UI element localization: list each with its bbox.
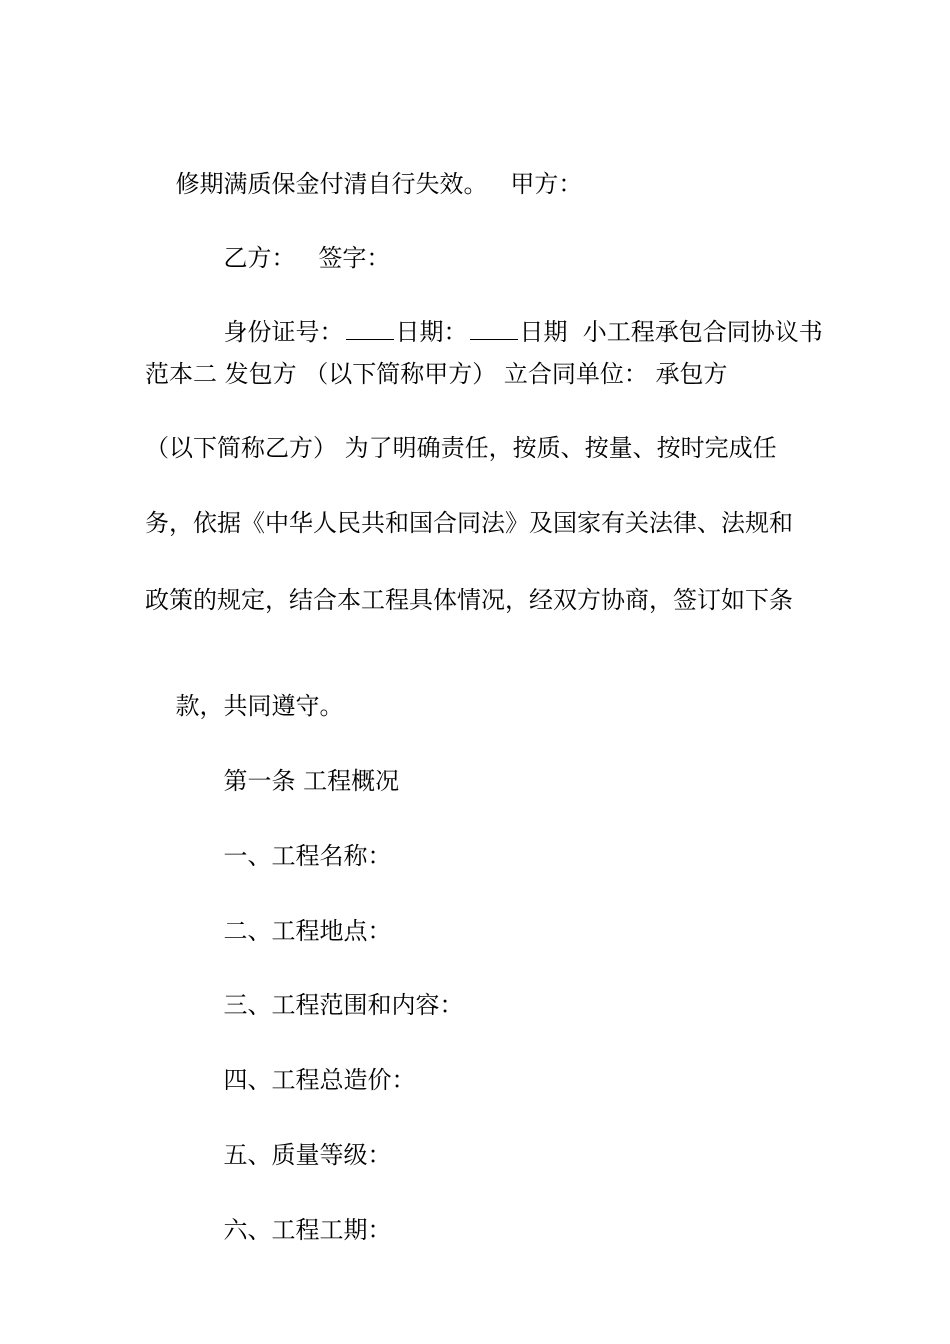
paragraph-line bbox=[145, 432, 805, 464]
line-text: （以下简称乙方） 为了明确责任，按质、按量、按时完成任 bbox=[145, 434, 777, 462]
line-text: 范本二 发包方 （以下简称甲方） 立合同单位： 承包方 bbox=[145, 360, 728, 388]
line-text: 三、工程范围和内容： bbox=[223, 991, 464, 1019]
line-text: 务，依据《中华人民共和国合同法》及国家有关法律、法规和 bbox=[145, 509, 793, 537]
paragraph-line bbox=[145, 507, 805, 539]
line-text: 四、工程总造价： bbox=[223, 1066, 416, 1094]
list-item bbox=[193, 1182, 853, 1278]
paragraph-line bbox=[145, 584, 805, 616]
id-number-label: 身份证号： bbox=[223, 318, 344, 346]
date-label: 日期： bbox=[395, 318, 468, 346]
line-text: 修期满质保金付清自行失效。 甲方： bbox=[175, 170, 583, 198]
paragraph-line bbox=[145, 358, 805, 390]
fill-blank bbox=[470, 317, 518, 340]
line-text: 乙方： 签字： bbox=[223, 244, 391, 272]
line-text: 政策的规定，结合本工程具体情况，经双方协商，签订如下条 bbox=[145, 586, 793, 614]
line-text: 第一条 工程概况 bbox=[223, 767, 400, 795]
line-text: 一、工程名称： bbox=[223, 842, 392, 870]
line-text: 二、工程地点： bbox=[223, 917, 392, 945]
line-text: 五、质量等级： bbox=[223, 1141, 392, 1169]
line-text: 六、工程工期： bbox=[223, 1216, 392, 1244]
line-text: 款，共同遵守。 bbox=[175, 692, 344, 720]
line-text: 日期 小工程承包合同协议书 bbox=[519, 318, 823, 346]
fill-blank bbox=[346, 317, 394, 340]
